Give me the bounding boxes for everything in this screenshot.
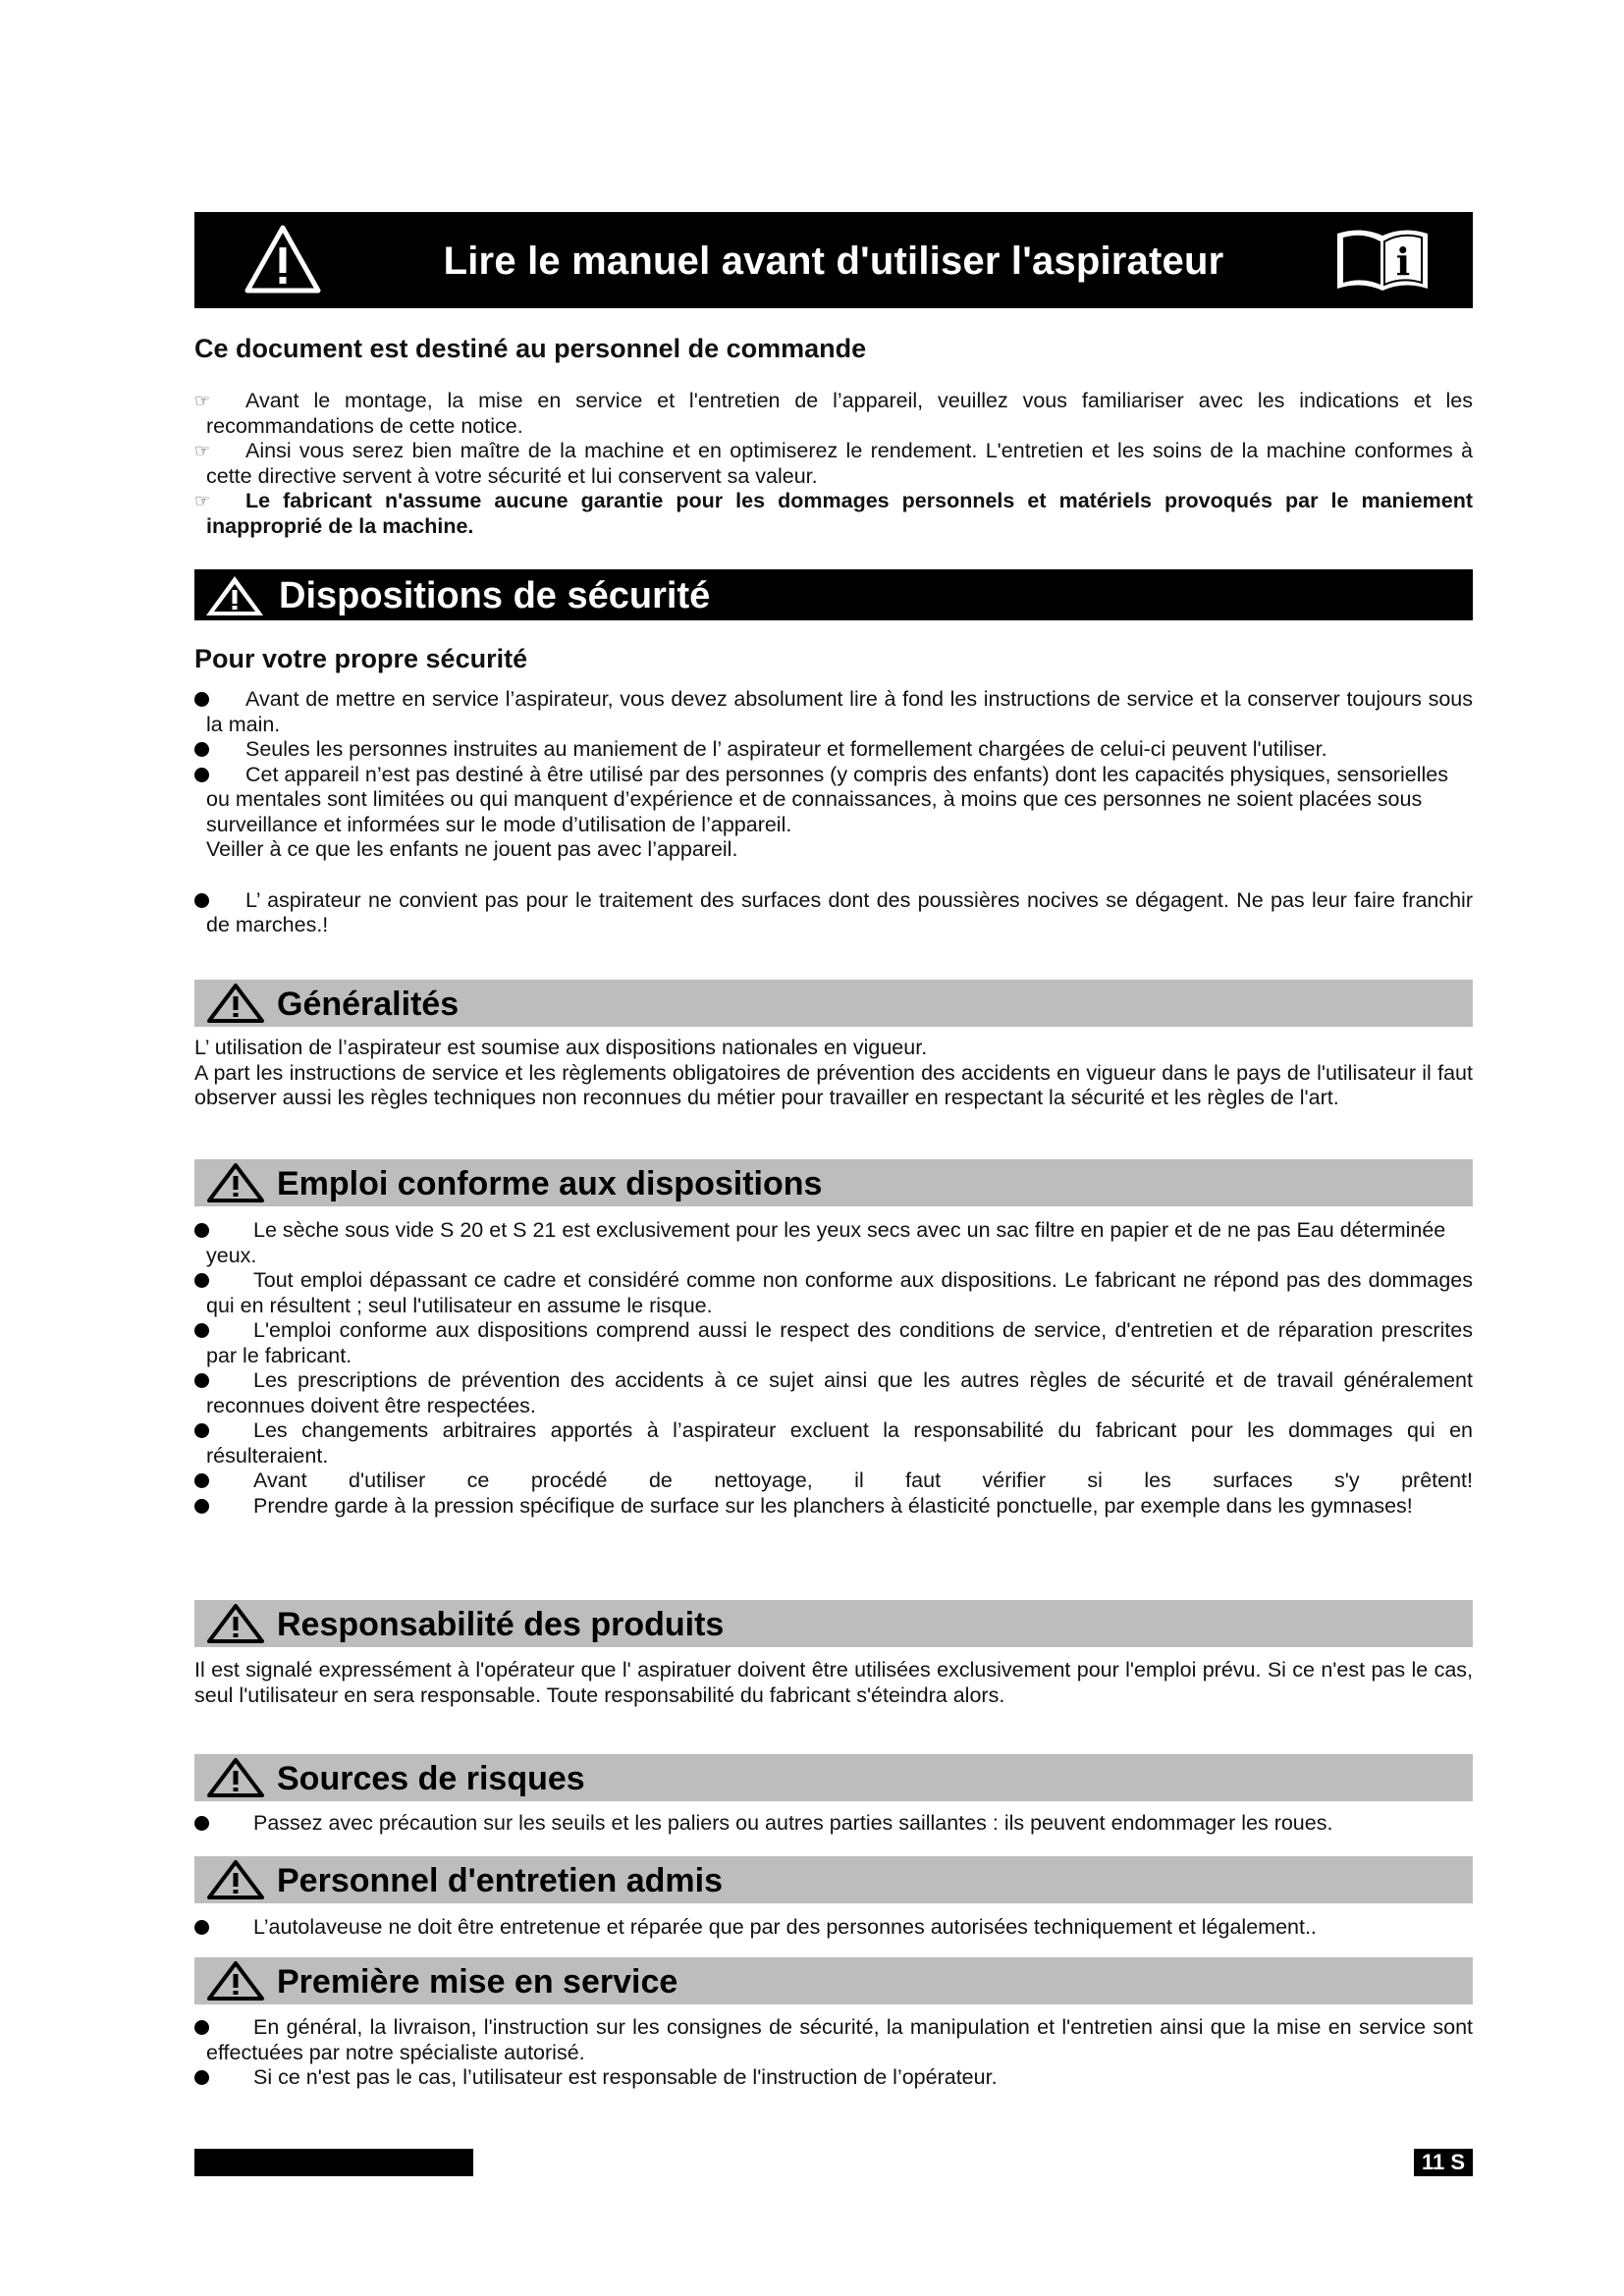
general-paragraph: A part les instructions de service et les règlements obligatoires de prévention des accidents en vigueur dans le pays de l'utilisateur il faut observer aussi les règles techniques non reconnues du métier pour travailler en respectant la sécurité et les règles de l'art. — [194, 1060, 1473, 1109]
pointing-hand-icon: ☞ — [194, 491, 211, 510]
bullet-icon — [194, 742, 209, 757]
bullet-icon — [194, 768, 209, 782]
general-paragraph: L’ utilisation de l’aspirateur est soumise aux dispositions nationales en vigueur. — [194, 1036, 928, 1059]
list-item — [194, 737, 1473, 763]
bullet-icon — [194, 2070, 209, 2085]
warning-triangle-icon — [206, 1859, 265, 1900]
intro-list — [194, 389, 1473, 539]
list-item-text: Passez avec précaution sur les seuils et les paliers ou autres parties saillantes : ils peuvent endommager les roues. — [253, 1811, 1333, 1835]
bullet-icon — [194, 1920, 209, 1935]
list-item-text: Seules les personnes instruites au maniement de l’ aspirateur et formellement chargées de celui-ci peuvent l'utiliser. — [245, 737, 1327, 761]
list-item-text: Avant d'utiliser ce procédé de nettoyage, il faut vérifier si les surfaces s'y prêtent! — [253, 1468, 1473, 1492]
list-item — [194, 1318, 1473, 1368]
bullet-icon — [194, 1323, 209, 1338]
list-item-text: Tout emploi dépassant ce cadre et considéré comme non conforme aux dispositions. Le fabricant ne répond pas des dommages qui en résultent ; seul l'utilisateur en assume le risque. — [206, 1268, 1473, 1317]
list-item-text: En général, la livraison, l'instruction sur les consignes de sécurité, la manipulation et l'entretien ainsi que la mise en service sont effectuées par notre spécialiste autorisé. — [206, 2015, 1473, 2064]
manual-book-icon — [1331, 226, 1434, 296]
list-item-text: Si ce n'est pas le cas, l’utilisateur est responsable de l'instruction de l’opérateur. — [253, 2065, 998, 2089]
warning-triangle-icon — [206, 1757, 265, 1798]
intro-item — [194, 489, 1473, 539]
page-number: 11 S — [1414, 2149, 1473, 2176]
section-title: Sources de risques — [277, 1760, 585, 1797]
list-item — [194, 1468, 1473, 1494]
list-item — [194, 1811, 1473, 1837]
intro-item — [194, 439, 1473, 489]
intro-item-text: Ainsi vous serez bien maître de la machine et en optimiserez le rendement. L'entretien et les soins de la machine conformes à cette directive servent à votre sécurité et lui conservent sa valeur. — [206, 439, 1473, 488]
section-header-risks — [194, 1754, 1473, 1801]
section-header-intended-use — [194, 1159, 1473, 1206]
safety-subheading: Pour votre propre sécurité — [194, 644, 528, 673]
list-item — [194, 1268, 1473, 1318]
top-banner — [194, 212, 1473, 308]
intro-item-text: Le fabricant n'assume aucune garantie pour les dommages personnels et matériels provoqués par le maniement inapproprié de la machine. — [206, 489, 1473, 538]
warning-triangle-icon — [206, 1960, 265, 2002]
bullet-icon — [194, 2020, 209, 2035]
list-item-text: Le sèche sous vide S 20 et S 21 est exclusivement pour les yeux secs avec un sac filtre en papier et de ne pas Eau déterminée yeux. — [206, 1218, 1446, 1267]
bullet-icon — [194, 1273, 209, 1288]
maintenance-list — [194, 1915, 1473, 1941]
pointing-hand-icon: ☞ — [194, 391, 211, 410]
warning-triangle-icon — [206, 1603, 265, 1644]
intro-item — [194, 389, 1473, 439]
footer-bar — [194, 2149, 473, 2176]
list-item — [194, 2065, 1473, 2091]
safety-subheading-wrap — [194, 644, 1473, 674]
intended-use-list — [194, 1218, 1473, 1519]
list-item — [194, 687, 1473, 737]
list-item — [194, 1418, 1473, 1468]
section-header-general — [194, 980, 1473, 1027]
section-title: Généralités — [277, 986, 460, 1023]
bullet-icon — [194, 1473, 209, 1488]
list-item-extra: Veiller à ce que les enfants ne jouent pas avec l’appareil. — [206, 837, 738, 861]
list-item-text: Les changements arbitraires apportés à l’aspirateur excluent la responsabilité du fabricant pour les dommages qui en résulteraient. — [206, 1418, 1473, 1468]
pointing-hand-icon: ☞ — [194, 441, 211, 460]
list-item — [194, 1368, 1473, 1418]
section-header-safety — [194, 569, 1473, 620]
list-item — [194, 2015, 1473, 2065]
warning-triangle-icon — [206, 983, 265, 1024]
intro-heading: Ce document est destiné au personnel de commande — [194, 334, 867, 363]
bullet-icon — [194, 1816, 209, 1831]
bullet-icon — [194, 1373, 209, 1388]
section-title: Personnel d'entretien admis — [277, 1862, 723, 1899]
bullet-icon — [194, 692, 209, 707]
list-item-text: Prendre garde à la pression spécifique de surface sur les planchers à élasticité ponctuelle, par exemple dans les gymnases! — [253, 1493, 1413, 1518]
first-use-list — [194, 2015, 1473, 2091]
safety-list — [194, 687, 1473, 938]
bullet-icon — [194, 1499, 209, 1514]
section-header-maintenance — [194, 1856, 1473, 1903]
list-item-text: Cet appareil n’est pas destiné à être utilisé par des personnes (y compris des enfants) dont les capacités physiques, sensorielles ou mentales sont limitées ou qui manquent d’expérience et de connaissances, à moins que ces personnes ne soient placées sous surveillance et informées sur le mode d’utilisation de l’appareil. — [206, 762, 1448, 836]
liability-body — [194, 1658, 1473, 1708]
list-item-text: Les prescriptions de prévention des accidents à ce sujet ainsi que les autres règles de sécurité et de travail généralement reconnues doivent être respectées. — [206, 1368, 1473, 1417]
banner-title: Lire le manuel avant d'utiliser l'aspirateur — [443, 240, 1224, 283]
warning-triangle-icon — [206, 1162, 265, 1203]
bullet-icon — [194, 1423, 209, 1438]
risks-list — [194, 1811, 1473, 1837]
list-item-text: Avant de mettre en service l’aspirateur, vous devez absolument lire à fond les instructions de service et la conserver toujours sous la main. — [206, 687, 1473, 736]
section-title: Responsabilité des produits — [277, 1606, 725, 1643]
section-header-liability — [194, 1600, 1473, 1647]
list-item — [194, 763, 1473, 863]
bullet-icon — [194, 893, 209, 908]
intro-item-text: Avant le montage, la mise en service et l'entretien de l’appareil, veuillez vous familiariser avec les indications et les recommandations de cette notice. — [206, 389, 1473, 438]
list-item — [194, 888, 1473, 938]
book-glyph: i — [1395, 240, 1411, 284]
list-item — [194, 1494, 1473, 1520]
list-item — [194, 1915, 1473, 1941]
warning-triangle-icon — [204, 574, 265, 617]
section-title: Dispositions de sécurité — [279, 575, 711, 616]
liability-paragraph: Il est signalé expressément à l'opérateur que l' aspiratuer doivent être utilisées exclusivement pour l'emploi prévu. Si ce n'est pas le cas, seul l'utilisateur en sera responsable. Toute responsabilité du fabricant s'éteindra alors. — [194, 1658, 1473, 1707]
list-item — [194, 1218, 1473, 1268]
list-item-text: L’autolaveuse ne doit être entretenue et réparée que par des personnes autorisées techniquement et légalement.. — [253, 1915, 1317, 1939]
list-item-text: L’ aspirateur ne convient pas pour le traitement des surfaces dont des poussières nocives se dégagent. Ne pas leur faire franchir de marches.! — [206, 887, 1473, 936]
bullet-icon — [194, 1223, 209, 1238]
intro-section — [194, 334, 1473, 364]
section-title: Première mise en service — [277, 1963, 678, 2001]
list-item-text: L'emploi conforme aux dispositions comprend aussi le respect des conditions de service, d'entretien et de réparation prescrites par le fabricant. — [206, 1318, 1473, 1367]
section-header-first-use — [194, 1957, 1473, 2004]
section-title: Emploi conforme aux dispositions — [277, 1165, 823, 1202]
general-body — [194, 1036, 1473, 1111]
